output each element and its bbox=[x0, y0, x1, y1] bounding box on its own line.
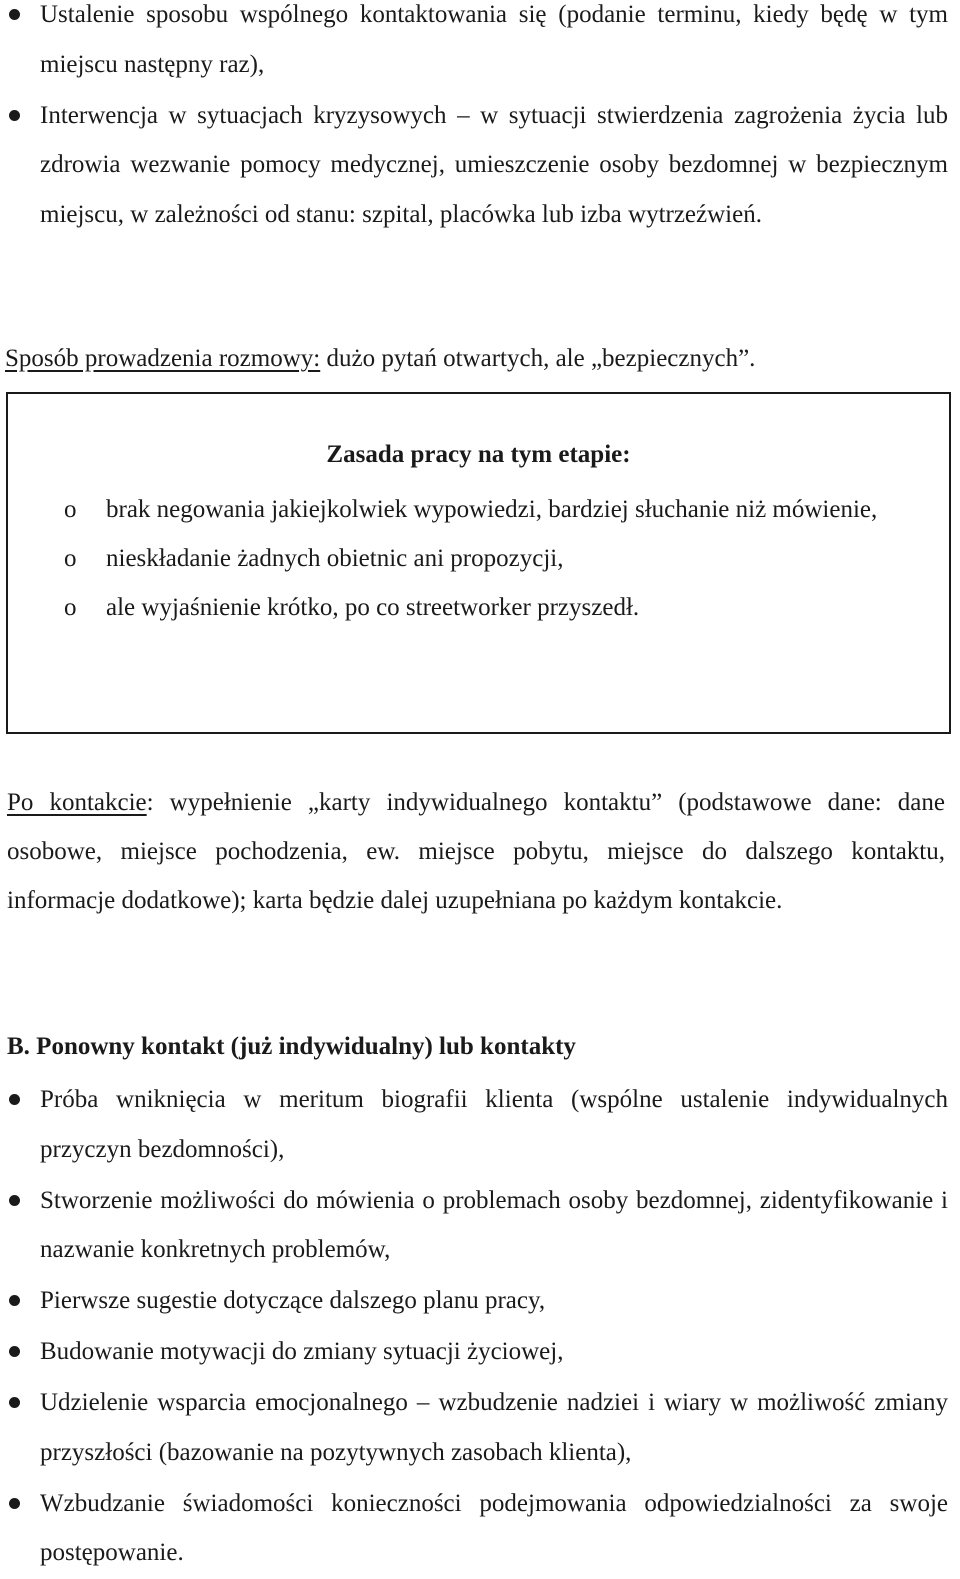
list-item bbox=[8, 485, 942, 534]
list-item-text: Interwencja w sytuacjach kryzysowych – w sytuacji stwierdzenia zagrożenia życia lub zdrowia wezwanie pomocy medycznej, umieszczenie osoby bezdomnej w bezpiecznym miejscu, w zależności od stanu: szpital, placówka lub izba wytrzeźwień. bbox=[40, 101, 948, 228]
list-item bbox=[8, 583, 942, 632]
list-item bbox=[0, 0, 948, 89]
circle-bullet-icon: o bbox=[64, 594, 77, 621]
bullet-icon bbox=[9, 1346, 20, 1357]
list-item-text: ale wyjaśnienie krótko, po co streetworker przyszedł. bbox=[106, 594, 640, 621]
rules-box-title: Zasada pracy na tym etapie: bbox=[326, 441, 631, 468]
list-item-text: Próba wniknięcia w meritum biografii klienta (wspólne ustalenie indywidualnych przyczyn bezdomności), bbox=[40, 1086, 948, 1163]
circle-bullet-icon: o bbox=[64, 545, 77, 572]
bullet-icon bbox=[9, 1295, 20, 1306]
bullet-icon bbox=[9, 1498, 20, 1509]
list-item bbox=[0, 1378, 948, 1477]
circle-bullet-icon: o bbox=[64, 496, 77, 523]
list-item-text: Wzbudzanie świadomości konieczności podejmowania odpowiedzialności za swoje postępowanie. bbox=[40, 1489, 948, 1566]
list-item-text: nieskładanie żadnych obietnic ani propozycji, bbox=[106, 545, 564, 572]
list-item-text: Stworzenie możliwości do mówienia o problemach osoby bezdomnej, zidentyfikowanie i nazwanie konkretnych problemów, bbox=[40, 1186, 948, 1263]
list-item bbox=[0, 1276, 948, 1326]
after-contact-paragraph bbox=[7, 778, 945, 925]
list-item-text: Ustalenie sposobu wspólnego kontaktowania się (podanie terminu, kiedy będę w tym miejscu następny raz), bbox=[40, 1, 948, 78]
list-item bbox=[0, 1075, 948, 1174]
list-item bbox=[0, 91, 948, 240]
rules-box bbox=[6, 392, 951, 734]
section-b-bullet-list bbox=[0, 1075, 948, 1579]
list-item bbox=[8, 534, 942, 583]
list-item-text: Pierwsze sugestie dotyczące dalszego planu pracy, bbox=[40, 1287, 546, 1314]
list-item bbox=[0, 1479, 948, 1578]
top-bullet-list bbox=[0, 0, 948, 241]
after-contact-text: : wypełnienie „karty indywidualnego kontaktu” (podstawowe dane: dane osobowe, miejsce pochodzenia, ew. miejsce pobytu, miejsce do dalszego kontaktu, informacje dodatkowe); karta będzie dalej uzupełniana po każdym kontakcie. bbox=[7, 789, 945, 914]
bullet-icon bbox=[9, 9, 20, 20]
conversation-method-label: Sposób prowadzenia rozmowy: bbox=[5, 345, 321, 372]
list-item-text: Budowanie motywacji do zmiany sytuacji życiowej, bbox=[40, 1338, 564, 1365]
conversation-method-line bbox=[5, 344, 755, 374]
section-b-heading: B. Ponowny kontakt (już indywidualny) lub kontakty bbox=[7, 1033, 576, 1060]
list-item-text: brak negowania jakiejkolwiek wypowiedzi, bardziej słuchanie niż mówienie, bbox=[106, 496, 878, 523]
bullet-icon bbox=[9, 110, 20, 121]
list-item-text: Udzielenie wsparcia emocjonalnego – wzbudzenie nadziei i wiary w możliwość zmiany przyszłości (bazowanie na pozytywnych zasobach klienta), bbox=[40, 1389, 948, 1466]
bullet-icon bbox=[9, 1094, 20, 1105]
list-item bbox=[0, 1176, 948, 1275]
rules-list bbox=[8, 485, 942, 632]
bullet-icon bbox=[9, 1397, 20, 1408]
after-contact-label: Po kontakcie bbox=[7, 789, 147, 816]
conversation-method-text: dużo pytań otwartych, ale „bezpiecznych”. bbox=[320, 345, 756, 372]
bullet-icon bbox=[9, 1195, 20, 1206]
list-item bbox=[0, 1327, 948, 1377]
